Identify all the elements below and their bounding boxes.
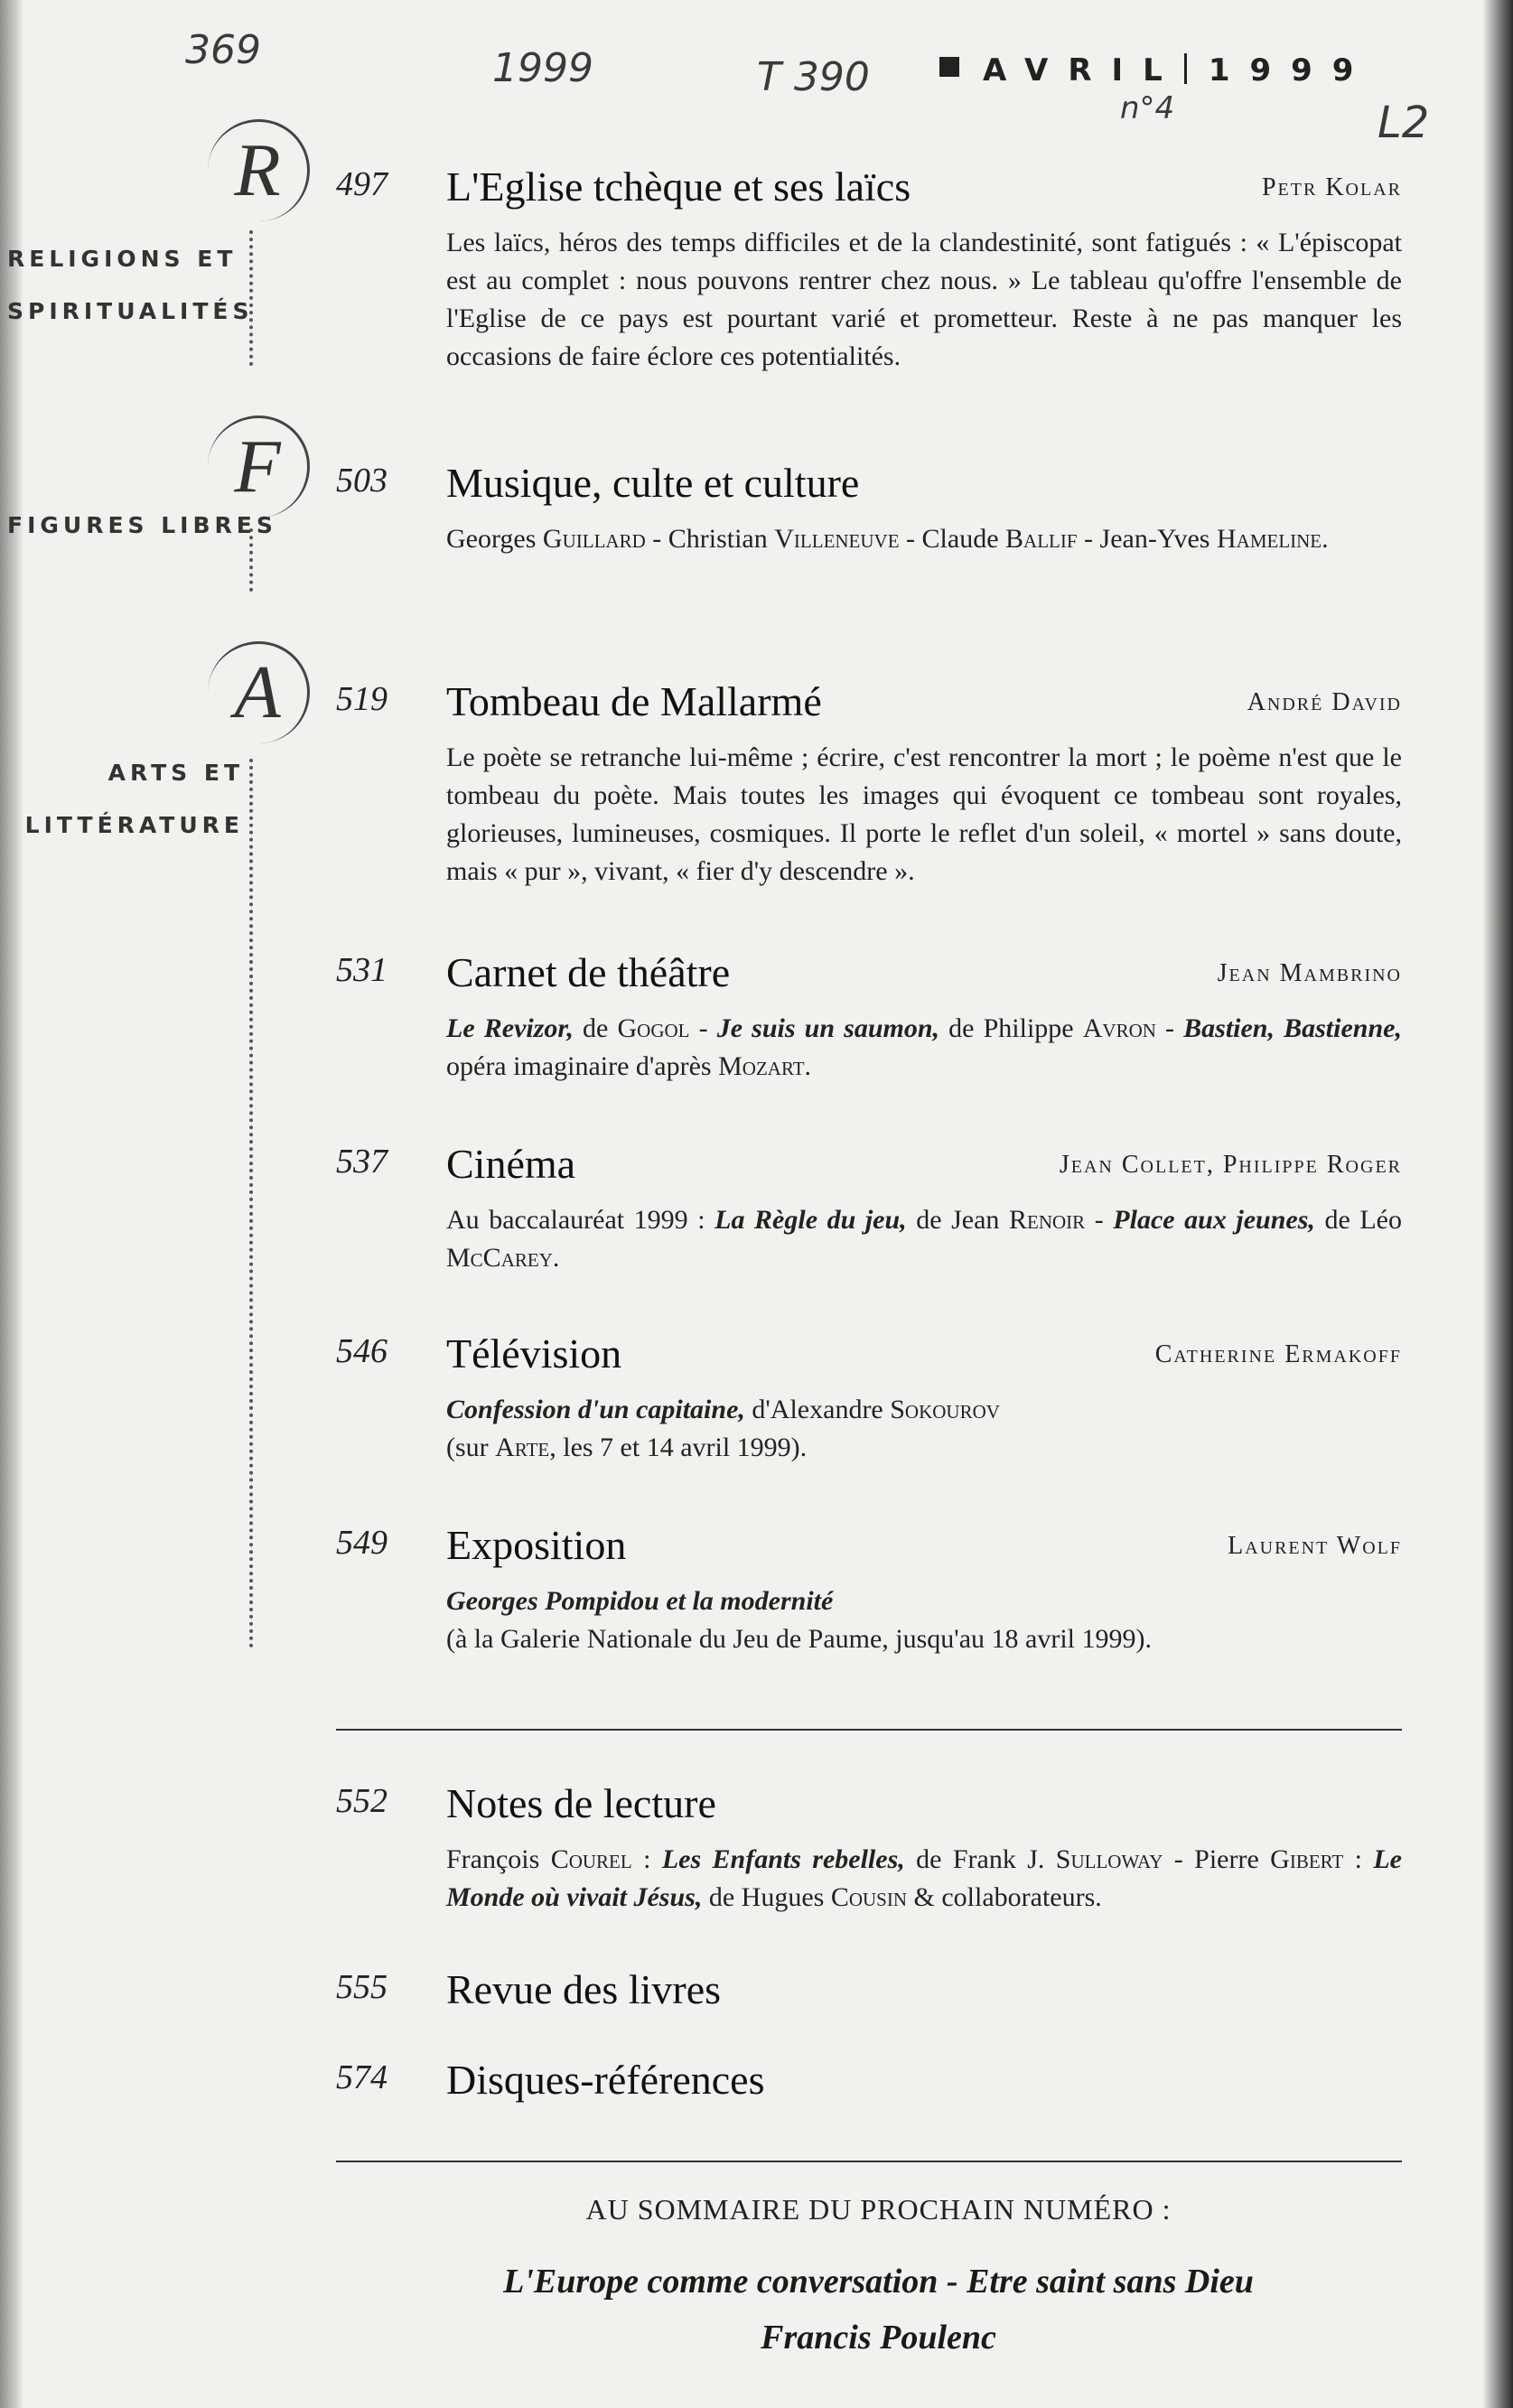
handwritten-mark: L2 — [1378, 98, 1430, 148]
page-number: 549 — [336, 1524, 388, 1562]
header-year: 1999 — [1208, 52, 1374, 89]
article-title[interactable]: Notes de lecture — [446, 1780, 716, 1826]
article-author: Jean Collet, Philippe Roger — [1059, 1151, 1402, 1179]
page-number: 519 — [336, 680, 388, 718]
article-summary: Confession d'un capitaine, d'Alexandre Sokourov (sur Arte, les 7 et 14 avril 1999). — [446, 1395, 1000, 1462]
spine-shadow — [1482, 0, 1513, 2408]
header-month: AVRIL — [983, 52, 1182, 89]
article-title[interactable]: Tombeau de Mallarmé — [446, 678, 822, 724]
handwritten-page-number: 369 — [185, 27, 261, 73]
page-number: 546 — [336, 1332, 388, 1370]
article-summary: François Courel : Les Enfants rebelles, de Frank J. Sulloway - Pierre Gibert : Le Monde où vivait Jésus, de Hugues Cousin & collaborateurs. — [446, 1844, 1402, 1912]
page-number: 537 — [336, 1143, 388, 1181]
page-number: 555 — [336, 1968, 388, 2006]
article-summary: Les laïcs, héros des temps difficiles et de la clandestinité, sont fatigués : « L'épiscopat est au complet : nous pouvons rentrer chez nous. » Le tableau qu'offre l'ensemble de l'Eglise de ce pays est pourtant varié et prometteur. Reste à ne pas manquer les occasions de faire éclore ces potentialités. — [446, 228, 1402, 371]
article-title[interactable]: Exposition — [446, 1522, 627, 1568]
section-divider — [336, 2161, 1402, 2162]
article-title[interactable]: Disques-références — [446, 2057, 765, 2103]
article-title[interactable]: L'Eglise tchèque et ses laïcs — [446, 163, 911, 210]
article-summary: Le poète se retranche lui-même ; écrire, c'est rencontrer la mort ; le poème n'est que le tombeau du poète. Mais toutes les images qui évoquent ce tombeau sont royales, glorieuses, lumineuses, cosmiques. Il porte le reflet d'un soleil, « mortel » sans doute, mais « pur », vivant, « fier d'y descendre ». — [446, 742, 1402, 886]
article-author: André David — [1247, 688, 1402, 716]
article-author: Petr Kolar — [1261, 173, 1402, 201]
running-header — [939, 52, 1373, 89]
header-separator — [1184, 53, 1187, 84]
article-summary: Georges Pompidou et la modernité (à la Galerie Nationale du Jeu de Paume, jusqu'au 18 avril 1999). — [446, 1586, 1152, 1654]
page-number: 503 — [336, 462, 388, 499]
article-summary: Au baccalauréat 1999 : La Règle du jeu, de Jean Renoir - Place aux jeunes, de Léo McCarey. — [446, 1205, 1402, 1273]
article-title[interactable]: Revue des livres — [446, 1966, 722, 2012]
article-author: Jean Mambrino — [1217, 959, 1402, 987]
handwritten-code: T 390 — [757, 54, 870, 100]
handwritten-year: 1999 — [492, 45, 593, 91]
article-title[interactable]: Carnet de théâtre — [446, 949, 731, 995]
article-author: Catherine Ermakoff — [1154, 1340, 1402, 1368]
page-number: 531 — [336, 951, 388, 989]
rubric-dotted-line — [249, 528, 253, 592]
handwritten-issue-number: n°4 — [1120, 90, 1175, 126]
rubric-letter-r: R — [208, 119, 310, 221]
next-issue-line-2: Francis Poulenc — [761, 2319, 996, 2357]
rubric-dotted-line — [249, 230, 253, 366]
article-title[interactable]: Télévision — [446, 1330, 622, 1377]
page-edge — [0, 0, 23, 2408]
page-number: 574 — [336, 2058, 388, 2096]
rubric-letter-f: F — [208, 415, 310, 518]
rubric-dotted-line — [249, 759, 253, 1648]
page-number: 552 — [336, 1782, 388, 1820]
next-issue-label: AU SOMMAIRE DU PROCHAIN NUMÉRO : — [585, 2193, 1172, 2226]
rubric-label-religions: RELIGIONS ET SPIRITUALITÉS — [7, 246, 254, 324]
page-number: 497 — [336, 165, 388, 203]
article-summary: Le Revizor, de Gogol - Je suis un saumon, de Philippe Avron - Bastien, Bastienne, opéra imaginaire d'après Mozart. — [446, 1013, 1402, 1081]
section-divider — [336, 1729, 1402, 1731]
article-title[interactable]: Cinéma — [446, 1141, 576, 1187]
article-author: Laurent Wolf — [1228, 1532, 1402, 1560]
article-title[interactable]: Musique, culte et culture — [446, 460, 860, 506]
next-issue-line-1: L'Europe comme conversation - Etre saint sans Dieu — [503, 2263, 1254, 2301]
article-summary: Georges Guillard - Christian Villeneuve - Claude Ballif - Jean-Yves Hameline. — [446, 524, 1329, 554]
rubric-label-figures: FIGURES LIBRES — [7, 512, 277, 538]
rubric-label-arts: ARTS ET LITTÉRATURE — [24, 760, 244, 838]
square-bullet-icon — [939, 57, 959, 77]
rubric-letter-a: A — [208, 641, 310, 743]
